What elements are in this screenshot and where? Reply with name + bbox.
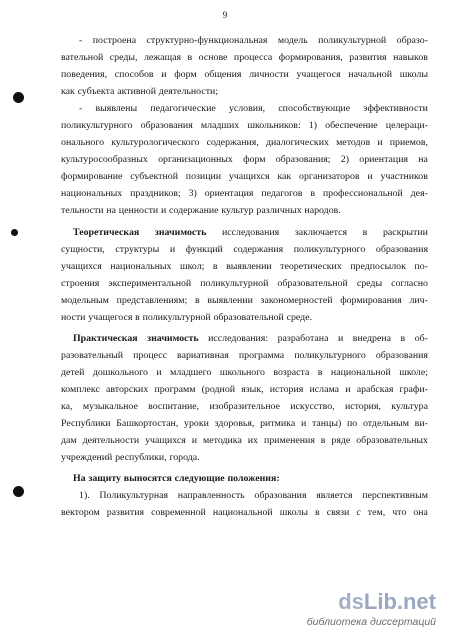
word: ценности bbox=[118, 205, 159, 217]
word: организаторов bbox=[299, 171, 360, 183]
word: различных bbox=[256, 205, 302, 217]
word: диалогических bbox=[265, 137, 329, 149]
binder-hole-mark bbox=[13, 486, 24, 497]
word: заключается bbox=[294, 226, 347, 238]
word: поликультурной bbox=[200, 277, 269, 289]
word: учащегося bbox=[88, 311, 133, 323]
text-line bbox=[61, 258, 428, 275]
word: способов bbox=[114, 69, 154, 81]
word: их bbox=[247, 435, 258, 447]
word: в bbox=[310, 188, 315, 200]
text-line bbox=[61, 470, 428, 487]
word: и bbox=[191, 435, 198, 447]
word: уроки bbox=[184, 418, 209, 430]
word: вательной bbox=[61, 52, 104, 64]
word: учащихся bbox=[145, 435, 186, 447]
word: как bbox=[61, 86, 75, 98]
word: целераци- bbox=[385, 120, 428, 132]
word: профессиональной bbox=[322, 188, 403, 200]
word: начальной bbox=[348, 69, 393, 81]
word: поликультурной bbox=[142, 311, 211, 323]
word: образовательной bbox=[277, 277, 348, 289]
word: как bbox=[277, 171, 292, 183]
word: направленность bbox=[177, 490, 245, 502]
word: на bbox=[106, 205, 117, 217]
word: в bbox=[315, 507, 320, 519]
text-line bbox=[61, 504, 428, 521]
text-line bbox=[61, 241, 428, 258]
text-line bbox=[61, 364, 428, 381]
word: в bbox=[317, 366, 323, 378]
word: поликультурного bbox=[293, 243, 366, 255]
word: ка, bbox=[61, 400, 73, 412]
word: национальной bbox=[212, 507, 273, 519]
word: арабская bbox=[356, 383, 394, 395]
bold-word: защиту bbox=[88, 473, 121, 485]
word: поведения, bbox=[61, 69, 108, 81]
word: образования bbox=[140, 120, 193, 132]
word: отдельным bbox=[362, 418, 409, 430]
word: школы bbox=[279, 507, 308, 519]
word: выявлены bbox=[95, 103, 138, 115]
word: культуросообразных bbox=[61, 154, 148, 166]
text-line bbox=[61, 292, 428, 309]
word: онального bbox=[61, 137, 105, 149]
word: исследования: bbox=[208, 332, 269, 344]
word: условия, bbox=[228, 103, 266, 115]
word: ности bbox=[61, 311, 86, 323]
word: структуры bbox=[115, 243, 160, 255]
word: разработана bbox=[277, 332, 329, 344]
word: является bbox=[316, 490, 353, 502]
word: изобразительное bbox=[209, 400, 280, 412]
word: развития bbox=[349, 52, 387, 64]
document-body bbox=[61, 32, 428, 521]
word: дошкольного bbox=[92, 366, 148, 378]
word: возраста bbox=[273, 366, 310, 378]
word: искусство, bbox=[290, 400, 335, 412]
word: детей bbox=[61, 366, 85, 378]
text-line bbox=[61, 432, 428, 449]
watermark-logo-ds: ds bbox=[338, 589, 364, 614]
watermark-logo bbox=[307, 590, 436, 614]
word: что bbox=[392, 507, 407, 519]
word: сущности, bbox=[61, 243, 105, 255]
word: по- bbox=[414, 260, 428, 272]
word: школе; bbox=[399, 366, 428, 378]
word: музыкальное bbox=[82, 400, 138, 412]
word: в bbox=[320, 435, 326, 447]
word: связи bbox=[326, 507, 350, 519]
word: закономерностей bbox=[260, 294, 333, 306]
text-line bbox=[61, 330, 428, 347]
word: вариативная bbox=[177, 349, 229, 361]
word: среды, bbox=[109, 52, 138, 64]
word: тем, bbox=[367, 507, 386, 519]
word: авторских bbox=[106, 383, 149, 395]
text-line bbox=[61, 134, 428, 151]
word: учреждений bbox=[61, 452, 113, 464]
watermark bbox=[307, 590, 436, 628]
word: графи- bbox=[399, 383, 428, 395]
word: педагогов bbox=[261, 188, 303, 200]
text-line bbox=[61, 32, 428, 49]
bold-word: положения: bbox=[227, 473, 280, 485]
word: личности bbox=[249, 69, 289, 81]
binder-hole-mark bbox=[13, 92, 24, 103]
word: по bbox=[346, 418, 358, 430]
word: ислама bbox=[309, 383, 340, 395]
text-line bbox=[61, 83, 428, 100]
word: деятельности; bbox=[158, 86, 219, 98]
text-line bbox=[61, 381, 428, 398]
word: деятельности bbox=[82, 435, 140, 447]
word: в bbox=[400, 332, 406, 344]
word: разовательный bbox=[61, 349, 124, 361]
word: культурологического bbox=[111, 137, 200, 149]
word: содержание bbox=[169, 205, 219, 217]
binder-hole-mark bbox=[11, 229, 18, 236]
word: форм bbox=[174, 69, 197, 81]
word: представлениям; bbox=[116, 294, 188, 306]
text-line bbox=[61, 398, 428, 415]
word: активной bbox=[117, 86, 157, 98]
bold-word: На bbox=[73, 473, 86, 485]
word: построена bbox=[92, 35, 137, 46]
word: ви- bbox=[414, 418, 428, 430]
word: выявлении bbox=[226, 260, 272, 272]
word: культура bbox=[391, 400, 428, 412]
word: вектором bbox=[61, 507, 100, 519]
text-line bbox=[61, 449, 428, 466]
word: лежащая bbox=[143, 52, 182, 64]
word: программа bbox=[238, 349, 285, 361]
word: школьного bbox=[219, 366, 265, 378]
word: педагогические bbox=[150, 103, 216, 115]
word: Республики bbox=[61, 418, 111, 430]
word: современной bbox=[151, 507, 206, 519]
bold-word: следующие bbox=[174, 473, 225, 485]
word: с bbox=[356, 507, 361, 519]
text-line bbox=[61, 151, 428, 168]
word: города. bbox=[169, 452, 200, 464]
word: ряде bbox=[331, 435, 351, 447]
word: ориентация bbox=[204, 188, 254, 200]
word: учащихся bbox=[61, 260, 102, 272]
word: праздников; bbox=[130, 188, 181, 200]
word: и bbox=[337, 332, 344, 344]
word: формирование bbox=[61, 171, 123, 183]
word: навыков bbox=[393, 52, 428, 64]
text-line bbox=[61, 309, 428, 326]
word: функций bbox=[185, 243, 223, 255]
word: в bbox=[194, 294, 200, 306]
word: народов. bbox=[304, 205, 341, 217]
word: методика bbox=[203, 435, 242, 447]
word: формирования bbox=[340, 294, 402, 306]
word: форм bbox=[243, 154, 266, 166]
word: образования bbox=[375, 349, 428, 361]
word: лич- bbox=[409, 294, 428, 306]
text-line bbox=[61, 117, 428, 134]
word: национальной bbox=[330, 366, 391, 378]
bold-word: Практическая bbox=[73, 332, 138, 344]
word: учащихся bbox=[228, 171, 270, 183]
word: дея- bbox=[410, 188, 428, 200]
word: среде. bbox=[286, 311, 313, 323]
word: и bbox=[169, 243, 176, 255]
word: формирования, bbox=[278, 52, 343, 64]
word: процесса bbox=[233, 52, 273, 64]
word: приемов, bbox=[389, 137, 428, 149]
text-line bbox=[61, 202, 428, 219]
word: выявлении bbox=[207, 294, 253, 306]
word: и bbox=[300, 418, 307, 430]
word: предпосылок bbox=[350, 260, 406, 272]
text-line bbox=[61, 66, 428, 83]
word: теоретических bbox=[280, 260, 342, 272]
word: учащегося bbox=[296, 69, 341, 81]
word: младших bbox=[200, 120, 240, 132]
word: она bbox=[413, 507, 428, 519]
word: образовательной bbox=[213, 311, 284, 323]
word: методов bbox=[336, 137, 371, 149]
word: школы bbox=[399, 69, 428, 81]
word: основе bbox=[198, 52, 228, 64]
word: дам bbox=[61, 435, 77, 447]
word: язык, bbox=[241, 383, 264, 395]
word: перспективным bbox=[362, 490, 428, 502]
word: школ; bbox=[180, 260, 205, 272]
text-line bbox=[61, 49, 428, 66]
word: Поликультурная bbox=[99, 490, 169, 502]
word: Башкортостан, bbox=[116, 418, 179, 430]
word: субъектной bbox=[130, 171, 179, 183]
word: республики, bbox=[115, 452, 167, 464]
word: организационных bbox=[158, 154, 233, 166]
text-line bbox=[61, 347, 428, 364]
word: среды bbox=[356, 277, 383, 289]
word: содержания bbox=[233, 243, 284, 255]
word: строения bbox=[61, 277, 100, 289]
word: ритмика bbox=[260, 418, 296, 430]
word: субъекта bbox=[77, 86, 115, 98]
word: развития bbox=[106, 507, 145, 519]
word: 3) bbox=[188, 188, 197, 200]
word: и bbox=[160, 205, 167, 217]
word: модель bbox=[277, 35, 308, 46]
word: программ bbox=[154, 383, 196, 395]
word: воспитание, bbox=[148, 400, 200, 412]
word: в bbox=[135, 311, 140, 323]
word: - bbox=[79, 35, 83, 46]
text-line bbox=[61, 275, 428, 292]
bold-word: значимость bbox=[147, 332, 199, 344]
word: участников bbox=[380, 171, 428, 183]
word: и bbox=[156, 366, 162, 378]
word: и bbox=[367, 171, 373, 183]
word: согласно bbox=[391, 277, 428, 289]
text-line bbox=[61, 224, 428, 241]
word: ориентация bbox=[359, 154, 409, 166]
word: 1) bbox=[308, 120, 318, 132]
text-line bbox=[61, 185, 428, 202]
word: эффективности bbox=[363, 103, 428, 115]
word: раскрытии bbox=[382, 226, 428, 238]
word: позиции bbox=[185, 171, 222, 183]
word: национальных bbox=[110, 260, 172, 272]
word: образования bbox=[254, 490, 307, 502]
word: комплекс bbox=[61, 383, 100, 395]
word: общения bbox=[204, 69, 242, 81]
word: и bbox=[345, 383, 351, 395]
word: способствующие bbox=[278, 103, 351, 115]
word: здоровья, bbox=[214, 418, 255, 430]
word: в bbox=[362, 226, 368, 238]
word: содержания, bbox=[206, 137, 259, 149]
word: тельности bbox=[61, 205, 104, 217]
text-line bbox=[61, 168, 428, 185]
word: поликультурного bbox=[61, 120, 133, 132]
text-line bbox=[61, 487, 428, 504]
text-line bbox=[61, 415, 428, 432]
word: структурно-функциональная bbox=[146, 35, 268, 46]
word: поликультурной bbox=[318, 35, 387, 46]
word: образовательных bbox=[356, 435, 428, 447]
word: история, bbox=[344, 400, 381, 412]
word: история bbox=[269, 383, 304, 395]
word: поликультурного bbox=[294, 349, 366, 361]
bold-word: значимость bbox=[154, 226, 207, 238]
word: в bbox=[212, 260, 218, 272]
word: модельным bbox=[61, 294, 109, 306]
word: 2) bbox=[340, 154, 350, 166]
word: на bbox=[418, 154, 428, 166]
word: процесс bbox=[133, 349, 167, 361]
word: танцы) bbox=[311, 418, 342, 430]
word: (родной bbox=[201, 383, 236, 395]
word: исследования bbox=[222, 226, 280, 238]
word: образо- bbox=[396, 35, 428, 46]
watermark-subtitle: библиотека диссертаций bbox=[306, 616, 436, 628]
word: культур bbox=[221, 205, 254, 217]
word: школьников: bbox=[247, 120, 301, 132]
bold-word: выносятся bbox=[123, 473, 172, 485]
word: об- bbox=[414, 332, 428, 344]
word: внедрена bbox=[352, 332, 392, 344]
bold-word: Теоретическая bbox=[73, 226, 140, 238]
word: образования; bbox=[275, 154, 331, 166]
text-line bbox=[61, 100, 428, 117]
word: национальных bbox=[61, 188, 123, 200]
word: образования bbox=[375, 243, 428, 255]
word: 1). bbox=[79, 490, 90, 502]
word: экспериментальной bbox=[108, 277, 192, 289]
word: обеспечение bbox=[325, 120, 378, 132]
word: в bbox=[187, 52, 193, 64]
page-number: 9 bbox=[222, 10, 228, 20]
word: применения bbox=[263, 435, 315, 447]
word: и bbox=[161, 69, 167, 81]
word: и bbox=[377, 137, 383, 149]
word: младшего bbox=[170, 366, 212, 378]
word: - bbox=[79, 103, 83, 115]
watermark-logo-lib: Lib.net bbox=[363, 589, 436, 614]
